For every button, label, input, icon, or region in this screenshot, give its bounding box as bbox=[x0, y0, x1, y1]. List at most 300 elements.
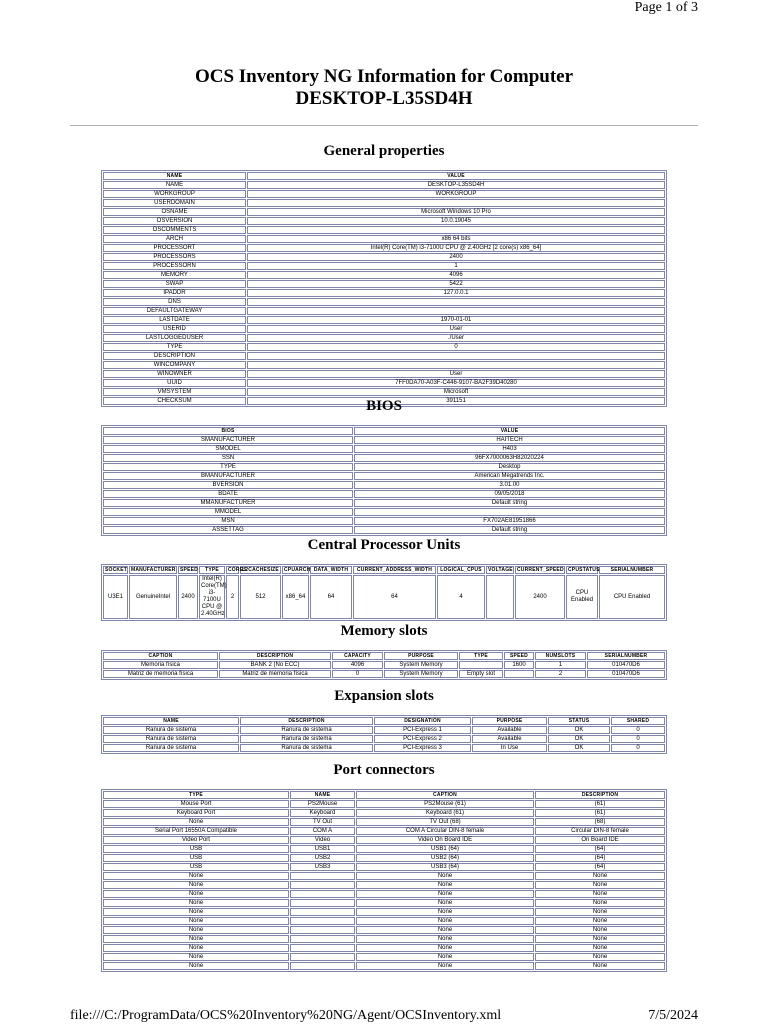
table-cell: 2 bbox=[535, 670, 586, 678]
table-row bbox=[103, 917, 665, 925]
table-row bbox=[103, 244, 665, 252]
table-row bbox=[103, 235, 665, 243]
table-cell: COM A bbox=[290, 827, 355, 835]
table-cell bbox=[290, 872, 355, 880]
table-row bbox=[103, 334, 665, 342]
column-header: NAME bbox=[290, 791, 355, 799]
table-cell: USERID bbox=[103, 325, 246, 333]
table-cell: Ranura de sistema bbox=[240, 735, 373, 743]
table-cell: Ranura de sistema bbox=[103, 744, 239, 752]
table-cell: CPU Enabled bbox=[566, 575, 598, 619]
table-cell: x86_64 bbox=[282, 575, 309, 619]
section-title-bios: BIOS bbox=[366, 398, 402, 414]
table-row bbox=[103, 343, 665, 351]
table-cell: Default string bbox=[354, 499, 665, 507]
table-cell bbox=[290, 899, 355, 907]
table-cell: OSNAME bbox=[103, 208, 246, 216]
table-cell: 512 bbox=[240, 575, 281, 619]
section-title-cpu: Central Processor Units bbox=[307, 537, 461, 553]
table-row bbox=[103, 253, 665, 261]
table-cell: BVERSION bbox=[103, 481, 353, 489]
table-cell: Video On Board IDE bbox=[356, 836, 534, 844]
table-cell: FX702AE81951866 bbox=[354, 517, 665, 525]
table-cell: System Memory bbox=[384, 661, 458, 669]
table-cell: ./User bbox=[247, 334, 665, 342]
table-cell: None bbox=[535, 953, 665, 961]
table-cell: BMANUFACTURER bbox=[103, 472, 353, 480]
table-cell: None bbox=[103, 944, 289, 952]
table-cell: None bbox=[103, 926, 289, 934]
table-cell: 0 bbox=[611, 744, 665, 752]
table-cell: (61) bbox=[535, 809, 665, 817]
table-cell: PS2Mouse (61) bbox=[356, 800, 534, 808]
table-cell: 1600 bbox=[504, 661, 534, 669]
table-cell: SSN bbox=[103, 454, 353, 462]
table-row bbox=[103, 379, 665, 387]
table-cell: H403 bbox=[354, 445, 665, 453]
table-cell: 2400 bbox=[178, 575, 198, 619]
table-cell: Keyboard Port bbox=[103, 809, 289, 817]
table-row bbox=[103, 962, 665, 970]
table-cell bbox=[247, 226, 665, 234]
table-row bbox=[103, 818, 665, 826]
title-line-2: DESKTOP-L35SD4H bbox=[295, 88, 473, 109]
table-cell: Intel(R) Core(TM) i3-7100U CPU @ 2.40GHz bbox=[201, 576, 227, 617]
table-cell: User bbox=[247, 370, 665, 378]
column-header: CAPTION bbox=[356, 791, 534, 799]
table-row bbox=[103, 735, 665, 743]
table-cell: 64 bbox=[353, 575, 436, 619]
column-header: SPEED bbox=[180, 567, 198, 573]
table-cell: Circular DIN-8 female bbox=[535, 827, 665, 835]
table-cell: None bbox=[535, 890, 665, 898]
table-cell: Desktop bbox=[354, 463, 665, 471]
table-row bbox=[103, 881, 665, 889]
column-header: DATA_WIDTH bbox=[310, 566, 352, 574]
table-cell: USB1 (64) bbox=[356, 845, 534, 853]
column-header: TYPE bbox=[199, 566, 225, 574]
table-cell: 3.01.00 bbox=[354, 481, 665, 489]
table-cell: USB1 bbox=[290, 845, 355, 853]
table-cell: 4096 bbox=[332, 661, 383, 669]
table-row bbox=[103, 800, 665, 808]
column-header: CAPACITY bbox=[332, 652, 383, 660]
title-line-1: OCS Inventory NG Information for Computer bbox=[194, 66, 574, 87]
column-header: VOLTAGE bbox=[488, 567, 513, 573]
table-cell: None bbox=[356, 881, 534, 889]
table-row bbox=[103, 436, 665, 444]
table-header-row bbox=[103, 717, 665, 725]
table-cell: Video bbox=[290, 836, 355, 844]
table-row bbox=[103, 463, 665, 471]
column-header: CPUSTATUS bbox=[568, 567, 600, 573]
table-row bbox=[103, 953, 665, 961]
table-cell bbox=[504, 670, 534, 678]
table-cell: 010470D6 bbox=[587, 661, 665, 669]
table-cell: Ranura de sistema bbox=[103, 726, 239, 734]
table-cell: None bbox=[103, 899, 289, 907]
table-row bbox=[103, 352, 665, 360]
table-cell: System Memory bbox=[384, 670, 458, 678]
table-cell: Default string bbox=[354, 526, 665, 534]
table-row bbox=[103, 307, 665, 315]
column-header: VALUE bbox=[247, 172, 665, 180]
column-header: CORES bbox=[228, 567, 247, 573]
table-cell: Microsoft Windows 10 Pro bbox=[247, 208, 665, 216]
table-cell: None bbox=[356, 926, 534, 934]
footer-file-path: file:///C:/ProgramData/OCS%20Inventory%20NG/Agent/OCSInventory.xml bbox=[70, 1008, 502, 1023]
table-row bbox=[103, 670, 665, 678]
table-cell: 96FX7000063H82020224 bbox=[354, 454, 665, 462]
table-cell bbox=[290, 953, 355, 961]
column-header: LOGICAL_CPUS bbox=[437, 566, 485, 574]
table-cell: LASTDATE bbox=[103, 316, 246, 324]
table-cell: U3E1 bbox=[103, 575, 128, 619]
table-cell: None bbox=[535, 908, 665, 916]
table-cell: PROCESSORS bbox=[103, 253, 246, 261]
table-cell: (64) bbox=[535, 845, 665, 853]
table-cell: PCI-Express 2 bbox=[374, 735, 471, 743]
table-cell: ASSETTAG bbox=[103, 526, 353, 534]
port-connectors-table bbox=[101, 789, 667, 972]
table-cell: USB bbox=[103, 854, 289, 862]
table-cell bbox=[290, 890, 355, 898]
table-row bbox=[103, 661, 665, 669]
table-cell: 0 bbox=[611, 735, 665, 743]
column-header: DESCRIPTION bbox=[535, 791, 665, 799]
column-header: NAME bbox=[103, 172, 246, 180]
table-row bbox=[103, 370, 665, 378]
column-header: DESCRIPTION bbox=[240, 717, 373, 725]
table-cell: 5422 bbox=[247, 280, 665, 288]
table-row bbox=[103, 316, 665, 324]
table-cell: Ranura de sistema bbox=[103, 735, 239, 743]
table-cell: None bbox=[356, 962, 534, 970]
table-cell: 2400 bbox=[515, 575, 565, 619]
table-row bbox=[103, 325, 665, 333]
table-cell: 4096 bbox=[247, 271, 665, 279]
table-cell: None bbox=[103, 881, 289, 889]
table-row bbox=[103, 744, 665, 752]
table-cell: BANK 2 (No ECC) bbox=[219, 661, 331, 669]
table-header-row bbox=[103, 427, 665, 435]
table-cell: None bbox=[535, 926, 665, 934]
table-row bbox=[103, 872, 665, 880]
column-header: DESCRIPTION bbox=[219, 652, 331, 660]
table-cell: USB2 bbox=[290, 854, 355, 862]
column-header: DESIGNATION bbox=[374, 717, 471, 725]
table-row bbox=[103, 454, 665, 462]
table-cell: USB2 (64) bbox=[356, 854, 534, 862]
table-cell: American Megatrends Inc. bbox=[354, 472, 665, 480]
table-cell: 0 bbox=[611, 726, 665, 734]
column-header: CAPTION bbox=[103, 652, 218, 660]
table-cell: Available bbox=[472, 726, 547, 734]
table-cell: BDATE bbox=[103, 490, 353, 498]
table-cell: CPU Enabled bbox=[599, 575, 665, 619]
table-row bbox=[103, 490, 665, 498]
table-cell: LASTLOGGEDUSER bbox=[103, 334, 246, 342]
table-row bbox=[103, 827, 665, 835]
table-row bbox=[103, 836, 665, 844]
table-cell: CHECKSUM bbox=[103, 397, 246, 405]
column-header: CURRENT_SPEED bbox=[517, 567, 564, 573]
bios-table bbox=[101, 425, 667, 536]
table-cell: OK bbox=[548, 735, 610, 743]
table-cell: Available bbox=[472, 735, 547, 743]
section-title-general: General properties bbox=[323, 143, 445, 159]
table-cell: 2 bbox=[226, 575, 239, 619]
table-row bbox=[103, 361, 665, 369]
table-cell: 64 bbox=[310, 575, 352, 619]
table-cell: None bbox=[356, 908, 534, 916]
table-cell: WINCOMPANY bbox=[103, 361, 246, 369]
table-cell: 1970-01-01 bbox=[247, 316, 665, 324]
table-row bbox=[103, 481, 665, 489]
table-cell: None bbox=[356, 944, 534, 952]
table-row bbox=[103, 726, 665, 734]
table-cell bbox=[290, 926, 355, 934]
table-cell: UUID bbox=[103, 379, 246, 387]
table-row bbox=[103, 208, 665, 216]
table-row bbox=[103, 472, 665, 480]
table-cell: (64) bbox=[535, 863, 665, 871]
table-cell: Matriz de memoria física bbox=[219, 670, 331, 678]
cpu-table bbox=[101, 564, 667, 621]
table-cell: ARCH bbox=[103, 235, 246, 243]
memory-slots-table bbox=[101, 650, 667, 680]
table-cell: Ranura de sistema bbox=[240, 744, 373, 752]
title-divider bbox=[70, 125, 698, 126]
table-header-row bbox=[103, 566, 665, 574]
table-row bbox=[103, 226, 665, 234]
column-header: SERIALNUMBER bbox=[587, 652, 665, 660]
table-cell: (68) bbox=[535, 818, 665, 826]
table-cell: (64) bbox=[535, 854, 665, 862]
section-title-ports: Port connectors bbox=[333, 762, 435, 778]
table-cell: 4 bbox=[437, 575, 485, 619]
column-header: PURPOSE bbox=[384, 652, 458, 660]
table-cell bbox=[290, 944, 355, 952]
table-cell: TYPE bbox=[103, 463, 353, 471]
section-title-memory: Memory slots bbox=[340, 623, 428, 639]
table-row bbox=[103, 199, 665, 207]
table-cell: USB bbox=[103, 845, 289, 853]
table-cell: MMANUFACTURER bbox=[103, 499, 353, 507]
table-cell: OSVERSION bbox=[103, 217, 246, 225]
table-cell: SWAP bbox=[103, 280, 246, 288]
table-cell bbox=[247, 352, 665, 360]
table-row bbox=[103, 280, 665, 288]
table-cell: MMODEL bbox=[103, 508, 353, 516]
table-row bbox=[103, 445, 665, 453]
column-header: PURPOSE bbox=[472, 717, 547, 725]
column-header: SOCKET bbox=[105, 567, 128, 573]
footer-date: 7/5/2024 bbox=[648, 1008, 698, 1023]
table-cell: USERDOMAIN bbox=[103, 199, 246, 207]
table-cell: None bbox=[356, 935, 534, 943]
table-cell: Ranura de sistema bbox=[240, 726, 373, 734]
table-row bbox=[103, 809, 665, 817]
table-row bbox=[103, 190, 665, 198]
table-header-row bbox=[103, 172, 665, 180]
table-cell: HAITECH bbox=[354, 436, 665, 444]
table-cell: TYPE bbox=[103, 343, 246, 351]
table-row bbox=[103, 517, 665, 525]
column-header: SPEED bbox=[504, 652, 534, 660]
table-cell: DESKTOP-L35SD4H bbox=[247, 181, 665, 189]
table-cell: USB3 bbox=[290, 863, 355, 871]
table-cell: Mouse Port bbox=[103, 800, 289, 808]
table-row bbox=[103, 854, 665, 862]
table-cell: 0 bbox=[247, 343, 665, 351]
expansion-slots-table bbox=[101, 715, 667, 754]
table-cell bbox=[247, 298, 665, 306]
table-cell: 2400 bbox=[247, 253, 665, 261]
table-cell: Video Port bbox=[103, 836, 289, 844]
table-cell: On Board IDE bbox=[535, 836, 665, 844]
table-cell: 10.0.19045 bbox=[247, 217, 665, 225]
table-cell: Microsoft bbox=[247, 388, 665, 396]
table-row bbox=[103, 899, 665, 907]
column-header: NUMSLOTS bbox=[535, 652, 586, 660]
table-cell bbox=[290, 881, 355, 889]
table-cell: MSN bbox=[103, 517, 353, 525]
table-cell: None bbox=[356, 899, 534, 907]
table-cell: WORKGROUP bbox=[103, 190, 246, 198]
table-cell: In Use bbox=[472, 744, 547, 752]
column-header: SERIALNUMBER bbox=[599, 566, 665, 574]
table-cell: DEFAULTGATEWAY bbox=[103, 307, 246, 315]
table-cell: Memoria física bbox=[103, 661, 218, 669]
column-header: NAME bbox=[103, 717, 239, 725]
column-header: MANUFACTURER bbox=[131, 567, 176, 573]
table-cell: DNS bbox=[103, 298, 246, 306]
table-cell bbox=[290, 935, 355, 943]
column-header: TYPE bbox=[459, 652, 503, 660]
table-cell: None bbox=[535, 962, 665, 970]
table-cell: None bbox=[356, 917, 534, 925]
table-cell bbox=[486, 575, 514, 619]
table-cell: None bbox=[103, 935, 289, 943]
table-cell: None bbox=[535, 935, 665, 943]
column-header: STATUS bbox=[548, 717, 610, 725]
table-row bbox=[103, 863, 665, 871]
table-cell: PROCESSORN bbox=[103, 262, 246, 270]
table-cell: 0 bbox=[332, 670, 383, 678]
table-row bbox=[103, 217, 665, 225]
table-cell bbox=[247, 361, 665, 369]
table-cell: None bbox=[535, 917, 665, 925]
table-row bbox=[103, 508, 665, 516]
table-cell: WINOWNER bbox=[103, 370, 246, 378]
table-row bbox=[103, 499, 665, 507]
table-row bbox=[103, 845, 665, 853]
table-cell: Keyboard bbox=[290, 809, 355, 817]
table-cell: None bbox=[535, 899, 665, 907]
column-header: CPUARCH bbox=[284, 567, 311, 573]
table-cell: None bbox=[535, 881, 665, 889]
table-cell: 7FF0DA70-A03F-C446-9107-BA2F39D40280 bbox=[247, 379, 665, 387]
table-cell: USB bbox=[103, 863, 289, 871]
table-row bbox=[103, 908, 665, 916]
table-cell: None bbox=[356, 953, 534, 961]
table-cell: None bbox=[356, 872, 534, 880]
table-row bbox=[103, 890, 665, 898]
table-cell: PCI-Express 3 bbox=[374, 744, 471, 752]
table-header-row bbox=[103, 791, 665, 799]
table-cell: Serial Port 16550A Compatible bbox=[103, 827, 289, 835]
table-row bbox=[103, 181, 665, 189]
document-title bbox=[0, 66, 768, 110]
table-cell: None bbox=[103, 962, 289, 970]
table-cell bbox=[459, 661, 503, 669]
table-cell: User bbox=[247, 325, 665, 333]
table-cell: GenuineIntel bbox=[129, 575, 177, 619]
table-cell: None bbox=[103, 917, 289, 925]
page-indicator: Page 1 of 3 bbox=[634, 0, 698, 15]
table-row bbox=[103, 926, 665, 934]
table-cell: TV Out bbox=[290, 818, 355, 826]
table-row bbox=[103, 944, 665, 952]
table-cell: PS2Mouse bbox=[290, 800, 355, 808]
table-cell bbox=[247, 199, 665, 207]
table-cell: (61) bbox=[535, 800, 665, 808]
table-row bbox=[103, 388, 665, 396]
table-cell: None bbox=[103, 818, 289, 826]
table-cell: OK bbox=[548, 744, 610, 752]
table-row bbox=[103, 289, 665, 297]
column-header: TYPE bbox=[103, 791, 289, 799]
column-header: VALUE bbox=[354, 427, 665, 435]
table-cell: 127.0.0.1 bbox=[247, 289, 665, 297]
column-header: BIOS bbox=[103, 427, 353, 435]
table-cell: NAME bbox=[103, 181, 246, 189]
table-row bbox=[103, 271, 665, 279]
table-cell: None bbox=[535, 944, 665, 952]
table-cell: USB3 (64) bbox=[356, 863, 534, 871]
table-cell: COM A Circular DIN-8 female bbox=[356, 827, 534, 835]
column-header: L2CACHESIZE bbox=[240, 566, 281, 574]
table-cell: Intel(R) Core(TM) i3-7100U CPU @ 2.40GHz [2 core(s) x86_64] bbox=[247, 244, 665, 252]
table-row bbox=[103, 262, 665, 270]
table-cell: TV Out (68) bbox=[356, 818, 534, 826]
column-header: SHARED bbox=[611, 717, 665, 725]
table-cell: 1 bbox=[247, 262, 665, 270]
table-cell: None bbox=[103, 908, 289, 916]
table-cell: 09/05/2018 bbox=[354, 490, 665, 498]
table-cell: 1 bbox=[535, 661, 586, 669]
table-cell: Keyboard (61) bbox=[356, 809, 534, 817]
table-cell: None bbox=[103, 890, 289, 898]
table-cell: PCI-Express 1 bbox=[374, 726, 471, 734]
table-cell: OSCOMMENTS bbox=[103, 226, 246, 234]
table-cell: 010470D6 bbox=[587, 670, 665, 678]
table-cell: IPADDR bbox=[103, 289, 246, 297]
table-cell bbox=[290, 917, 355, 925]
table-cell bbox=[247, 307, 665, 315]
section-title-expansion: Expansion slots bbox=[334, 688, 434, 704]
table-cell: WORKGROUP bbox=[247, 190, 665, 198]
table-cell: SMODEL bbox=[103, 445, 353, 453]
table-row bbox=[103, 526, 665, 534]
table-cell: 391151 bbox=[247, 397, 665, 405]
table-cell: PROCESSORT bbox=[103, 244, 246, 252]
table-cell bbox=[354, 508, 665, 516]
table-cell: None bbox=[356, 890, 534, 898]
table-cell: None bbox=[535, 872, 665, 880]
table-cell: VMSYSTEM bbox=[103, 388, 246, 396]
